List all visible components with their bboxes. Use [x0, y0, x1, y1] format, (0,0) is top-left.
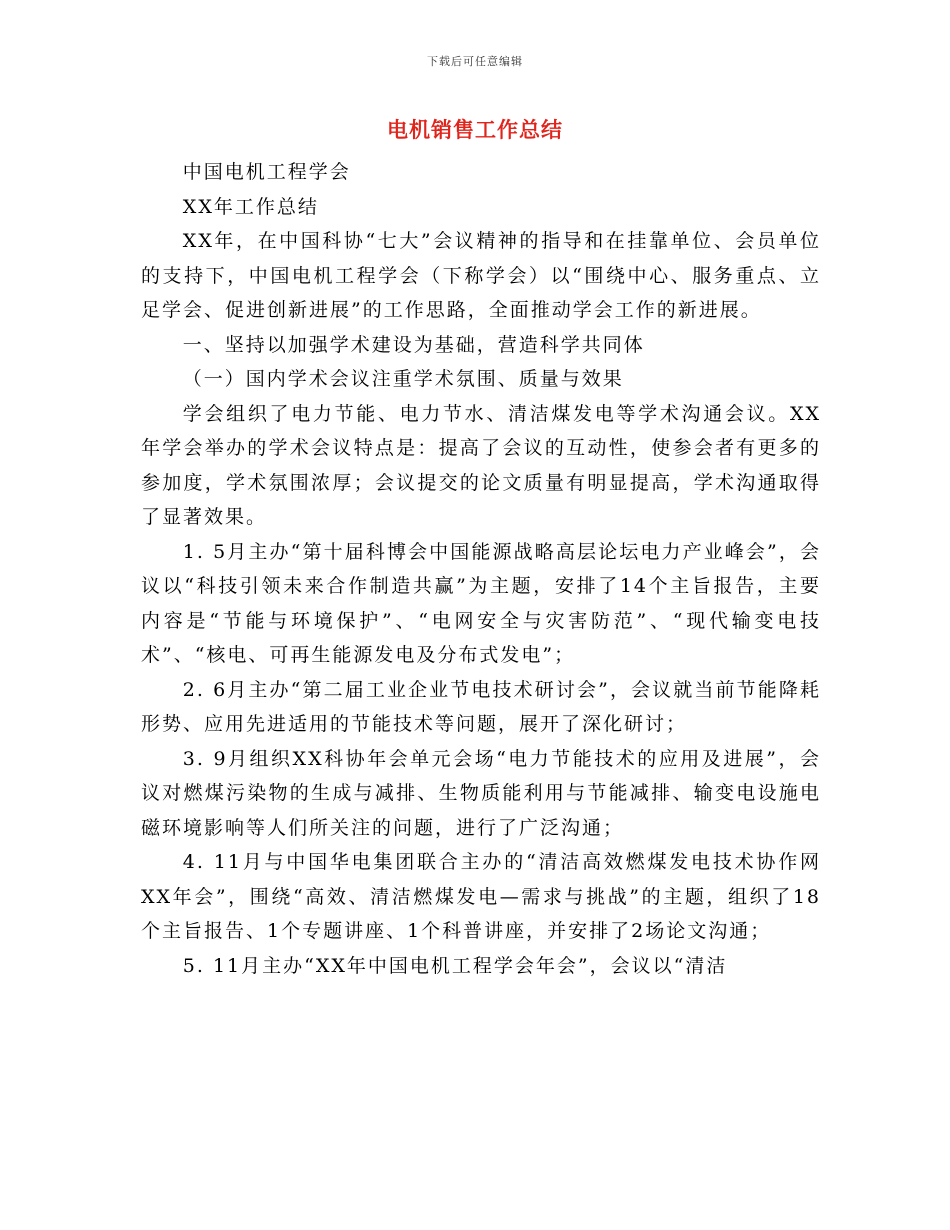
page-header-note: 下载后可任意编辑	[427, 55, 523, 68]
list-item-5: 5. 11月主办“XX年中国电机工程学会年会”，会议以“清洁	[182, 954, 728, 977]
section-heading-1: 一、坚持以加强学术建设为基础，营造科学共同体	[182, 333, 645, 356]
paragraph-intro: XX年，在中国科协“七大”会议精神的指导和在挂靠单位、会员单位的支持下，中国电机工程学会（下称学会）以“围绕中心、服务重点、立足学会、促进创新进展”的工作思路，全面推动学会工作的新进展。	[141, 230, 821, 321]
paragraph-subtitle: XX年工作总结	[182, 195, 319, 218]
list-item-1: 1. 5月主办“第十届科博会中国能源战略高层论坛电力产业峰会”，会议以“科技引领未来合作制造共赢”为主题，安排了14个主旨报告，主要内容是“节能与环境保护”、“电网安全与灾害防范”、“现代输变电技术”、“核电、可再生能源发电及分布式发电”；	[141, 540, 821, 666]
list-item-2: 2. 6月主办“第二届工业企业节电技术研讨会”，会议就当前节能降耗形势、应用先进适用的节能技术等问题，展开了深化研讨；	[141, 678, 821, 735]
paragraph-academic-meetings: 学会组织了电力节能、电力节水、清洁煤发电等学术沟通会议。XX年学会举办的学术会议特点是：提高了会议的互动性，使参会者有更多的参加度，学术氛围浓厚；会议提交的论文质量有明显提高，学术沟通取得了显著效果。	[141, 402, 821, 528]
document-body	[141, 155, 821, 983]
subsection-heading-1: （一）国内学术会议注重学术氛围、质量与效果	[182, 368, 624, 390]
list-item-3: 3. 9月组织XX科协年会单元会场“电力节能技术的应用及进展”，会议对燃煤污染物的生成与减排、生物质能利用与节能减排、输变电设施电磁环境影响等人们所关注的问题，进行了广泛沟通；	[141, 747, 821, 839]
list-item-4: 4. 11月与中国华电集团联合主办的“清洁高效燃煤发电技术协作网XX年会”，围绕“高效、清洁燃煤发电—需求与挑战”的主题，组织了18个主旨报告、1个专题讲座、1个科普讲座，并安排了2场论文沟通；	[141, 851, 821, 942]
paragraph-org-name: 中国电机工程学会	[182, 161, 351, 183]
document-title: 电机销售工作总结	[387, 117, 563, 142]
